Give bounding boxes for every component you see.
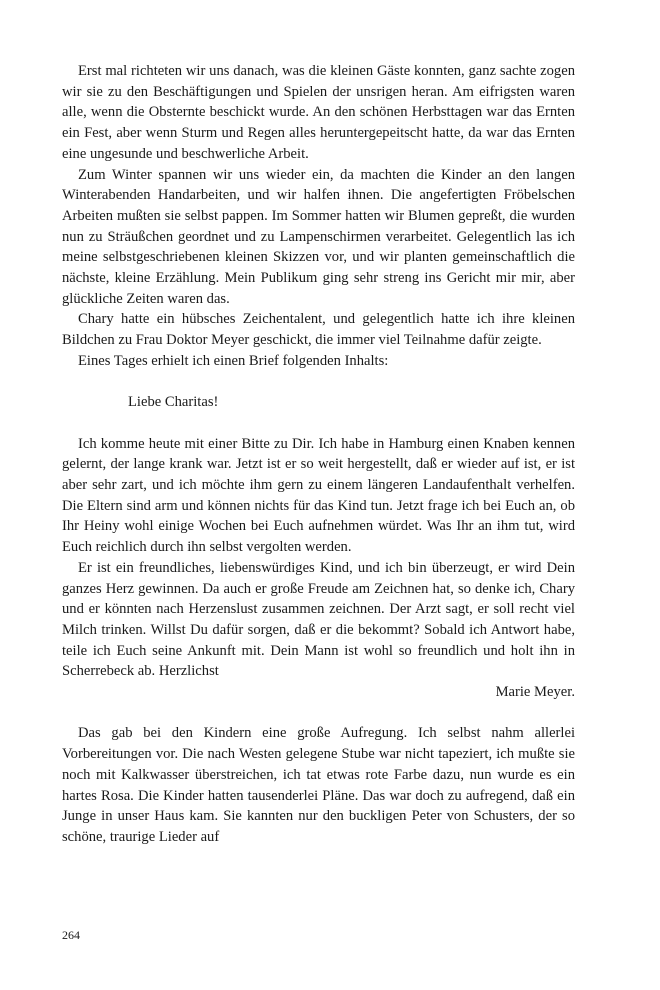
spacer [62,413,575,434]
paragraph-drawing: Chary hatte ein hübsches Zeichentalent, und gelegentlich hatte ich ihre kleinen Bildchen zu Frau Doktor Meyer geschickt, die immer viel Teilnahme dafür zeigte. [62,311,575,349]
letter-paragraph-request: Ich komme heute mit einer Bitte zu Dir. Ich habe in Hamburg einen Knaben kennen gelernt, der lange krank war. Jetzt ist er so weit hergestellt, daß er wieder auf ist, er ist aber sehr zart, und ich möchte ihm gern zu einem längeren Landaufenthalt verhelfen. Die Eltern sind arm und können nichts für das Kind tun. Jetzt frage ich bei Euch an, ob Ihr Heiny wohl einige Wochen bei Euch aufnehmen würdet. Was Ihr an ihm tut, wird Euch reichlich durch ihn selbst vergolten werden. [62,435,575,556]
letter-paragraph-child: Er ist ein freundliches, liebenswürdiges Kind, und ich bin überzeugt, er wird Dein ganzes Herz gewinnen. Da auch er große Freude am Zeichnen hat, so denke ich, Chary und er könnten nach Herzenslust zusammen zeichnen. Der Arzt sagt, er soll recht viel Milch trinken. Willst Du dafür sorgen, daß er die bekommt? Sobald ich Antwort habe, teile ich Euch seine Ankunft mit. Dein Mann ist wohl so freundlich und holt ihn in Scherrebeck ab. Herzlichst [62,559,575,680]
spacer [62,372,575,393]
spacer [62,703,575,724]
letter-signature: Marie Meyer. [495,684,575,701]
paragraph-winter: Zum Winter spannen wir uns wieder ein, da machten die Kinder an den langen Winterabenden Handarbeiten, und wir halfen ihnen. Die angefertigten Fröbelschen Arbeiten mußten sie selbst pappen. Im Sommer hatten wir Blumen gepreßt, die wurden nun zu Sträußchen geordnet und zu Lampenschirmen verarbeitet. Gelegentlich las ich meine selbstgeschriebenen kleinen Skizzen vor, und wir planten gemeinschaftlich die nächste, kleine Erzählung. Mein Publikum ging sehr streng ins Gericht mir mir, aber glückliche Zeiten waren das. [62,166,575,307]
page-body [62,61,575,848]
paragraph-letter-intro: Eines Tages erhielt ich einen Brief folgenden Inhalts: [78,352,389,369]
paragraph-harvest: Erst mal richteten wir uns danach, was die kleinen Gäste konnten, ganz sachte zogen wir sie zu den Beschäftigungen und Spielen der unsrigen heran. Am eifrigsten waren alle, wenn die Obsternte beschickt wurde. An den schönen Herbsttagen war das Ernten ein Fest, aber wenn Sturm und Regen alles heruntergepeitscht hatte, da war das Ernten eine ungesunde und beschwerliche Arbeit. [62,63,575,162]
paragraph-preparations: Das gab bei den Kindern eine große Aufregung. Ich selbst nahm allerlei Vorbereitungen vor. Die nach Westen gelegene Stube war nicht tapeziert, ich mußte sie noch mit Kalkwasser überstreichen, ich tat etwas rote Farbe dazu, nun wurde es ein hartes Rosa. Die Kinder hatten tausenderlei Pläne. Das war doch zu aufregend, daß ein Junge in unser Haus kam. Sie kannten nur den buckligen Peter von Schusters, der so schöne, traurige Lieder auf [62,725,575,845]
letter-salutation: Liebe Charitas! [128,394,219,411]
page-number: 264 [62,928,80,942]
